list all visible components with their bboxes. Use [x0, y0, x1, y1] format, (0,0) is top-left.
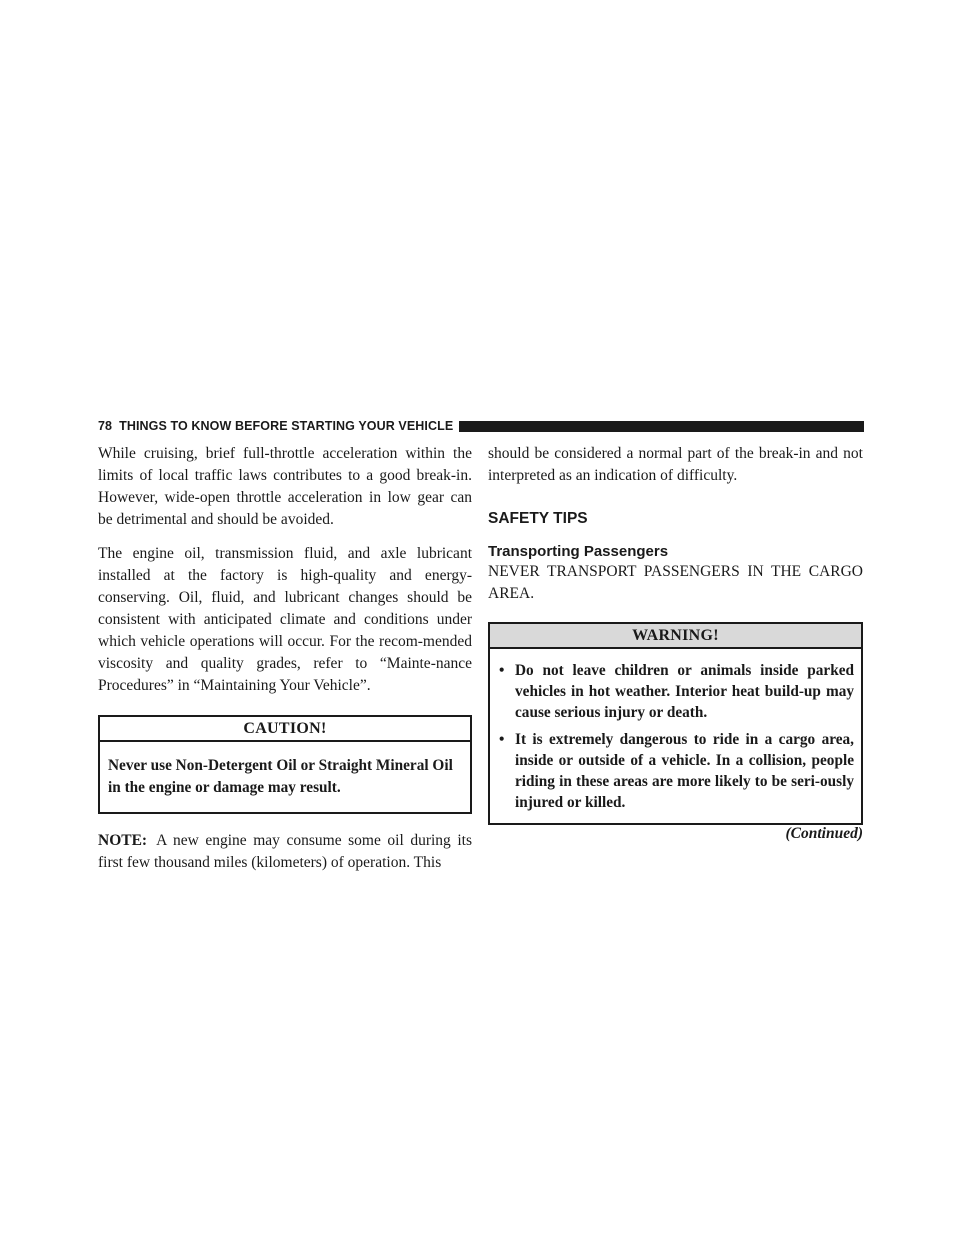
- subheading: Transporting Passengers: [488, 543, 669, 560]
- caution-title: CAUTION!: [100, 717, 470, 742]
- header-rule: [459, 421, 864, 432]
- caution-text: Never use Non-Detergent Oil or Straight Mineral Oil in the engine or damage may result.: [108, 757, 453, 796]
- warning-item: • Do not leave children or animals inside parked vehicles in hot weather. Interior heat build-up may cause serious injury or death.: [499, 662, 854, 721]
- bullet-icon: •: [499, 731, 505, 748]
- paragraph-cruising: While cruising, brief full-throttle acceleration within the limits of local traffic laws contributes to a good break-in. However, wide-open throttle acceleration in low gear can be detrimental and should be avoided.: [98, 445, 472, 528]
- warning-title: WARNING!: [490, 624, 861, 649]
- paragraph-continuation: should be considered a normal part of the break-in and not interpreted as an indication of difficulty.: [488, 445, 863, 484]
- left-column: [98, 443, 472, 886]
- paragraph-engine-oil: The engine oil, transmission fluid, and axle lubricant installed at the factory is high-quality and energy-conserving. Oil, fluid, and lubricant changes should be consistent with anticipated climate and conditions under which vehicle operations will occur. For the recom-mended viscosity and quality grades, refer to “Mainte-nance Procedures” in “Maintaining Your Vehicle”.: [98, 545, 472, 694]
- caution-box: [98, 715, 472, 814]
- note-label: NOTE:: [98, 832, 148, 849]
- right-column: [488, 443, 863, 843]
- page-header: [98, 419, 864, 433]
- note-paragraph: [98, 830, 472, 874]
- section-title: THINGS TO KNOW BEFORE STARTING YOUR VEHICLE: [119, 419, 454, 433]
- warning-list: [490, 649, 861, 823]
- bullet-icon: •: [499, 662, 505, 679]
- continued-label: (Continued): [785, 825, 863, 842]
- section-heading: SAFETY TIPS: [488, 510, 588, 527]
- subheading-text: NEVER TRANSPORT PASSENGERS IN THE CARGO AREA.: [488, 563, 863, 602]
- page-number: 78: [98, 419, 113, 433]
- note-text: A new engine may consume some oil during its first few thousand miles (kilometers) of operation. This: [98, 832, 472, 871]
- warning-item: • It is extremely dangerous to ride in a cargo area, inside or outside of a vehicle. In a collision, people riding in these areas are more likely to be seri-ously injured or killed.: [499, 731, 854, 811]
- warning-box: [488, 622, 863, 825]
